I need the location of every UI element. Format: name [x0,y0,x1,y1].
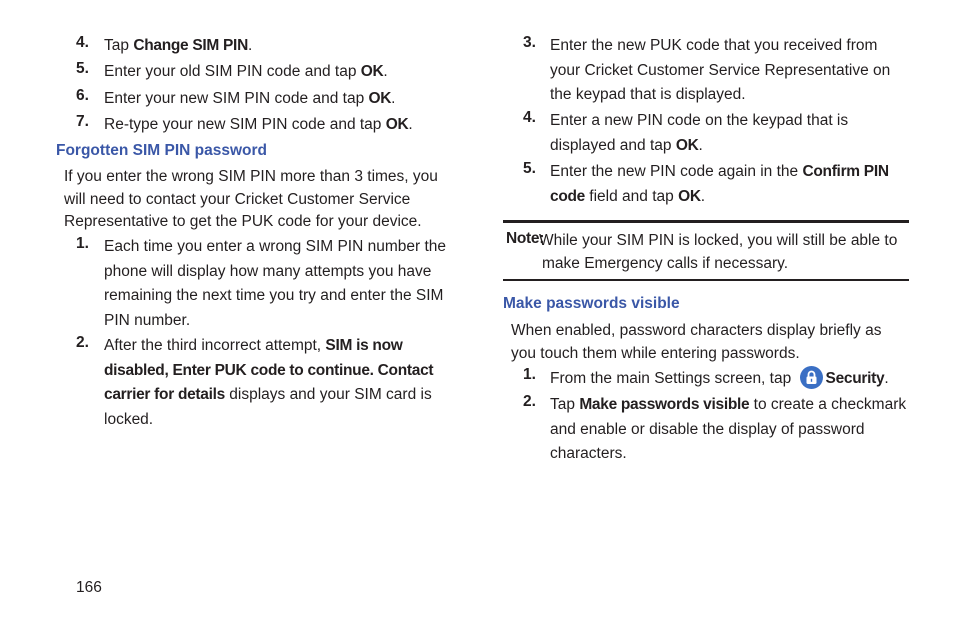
step-number: 2. [523,393,536,410]
page-number: 166 [76,579,102,596]
step-text-bold: OK [385,116,409,133]
step-text-bold: Confirm PIN code [550,163,889,205]
section-heading-forgotten-pin: Forgotten SIM PIN password [56,142,267,159]
step-number: 5. [76,60,89,77]
step-text [104,34,456,59]
step-text-pre: From the main Settings screen, tap [550,370,796,387]
step-number: 1. [523,366,536,383]
note-label: Note: [506,230,545,247]
lock-icon [800,366,823,389]
step-text-post: displays and your SIM card is locked. [104,386,432,428]
step-text-pre: Tap [550,396,580,413]
step-text-post: . [408,116,413,133]
step-text [104,334,458,432]
step-text-pre: Enter a new PIN code on the keypad that is displayed and tap [550,112,849,154]
step-number: 7. [76,113,89,130]
step-text-pre: After the third incorrect attempt, [104,337,326,354]
step-number: 4. [76,34,89,51]
step-text-post: . [700,187,706,205]
note-box [503,220,909,281]
step-text-post: to create a checkmark and enable or disable the display of password characters. [550,396,907,462]
step-text [550,393,910,467]
passwords-visible-intro: When enabled, password characters display briefly as you touch them while entering passwords. [511,322,882,362]
step-number: 2. [76,334,89,351]
step-text-post: . [884,370,889,387]
step-number: 5. [523,160,536,177]
section-heading-passwords-visible: Make passwords visible [503,295,680,312]
step-text [550,160,908,209]
step-text-pre: Enter your new SIM PIN code and tap [104,90,369,107]
step-text-bold: OK [360,63,384,80]
step-text-bold: OK [368,90,392,107]
step-text-bold: OK [675,136,699,154]
step-text-post: . [698,136,703,154]
step-text-post: . [383,63,388,80]
step-text [104,113,456,138]
step-number: 3. [523,34,536,51]
step-text-pre: Enter the new PIN code again in the [550,163,803,180]
step-number: 6. [76,87,89,104]
step-text [550,109,906,158]
step-text-bold: Security [825,370,885,387]
step-text-mid: field and tap [584,187,679,205]
step-text-bold: Change SIM PIN [133,37,248,54]
step-number: 4. [523,109,536,126]
step-text-pre: Re-type your new SIM PIN code and tap [104,116,386,133]
step-text-bold: Make passwords visible [579,396,750,413]
note-text [539,230,905,275]
step-text: Each time you enter a wrong SIM PIN number the phone will display how many attempts you have remaining the next time you try and enter the SIM PIN number. [104,238,447,329]
step-text [104,60,456,85]
step-text-pre: Enter your old SIM PIN code and tap [104,63,361,80]
step-text [104,87,456,112]
step-text [550,366,913,392]
step-text-post: . [391,90,396,107]
step-text-bold-2: OK [678,187,701,205]
note-text-body: While your SIM PIN is locked, you will still be able to make Emergency calls if necessary. [539,232,898,272]
step-text-post: . [247,37,253,54]
step-text-pre: Tap [104,37,134,54]
step-text: Enter the new PUK code that you received from your Cricket Customer Service Representative on the keypad that is displayed. [550,37,891,103]
step-text-bold: SIM is now disabled, Enter PUK code to continue. Contact carrier for details [104,337,434,403]
forgotten-pin-intro: If you enter the wrong SIM PIN more than 3 times, you will need to contact your Cricket Customer Service Representative to get the PUK code for your device. [64,168,438,230]
step-number: 1. [76,235,89,252]
